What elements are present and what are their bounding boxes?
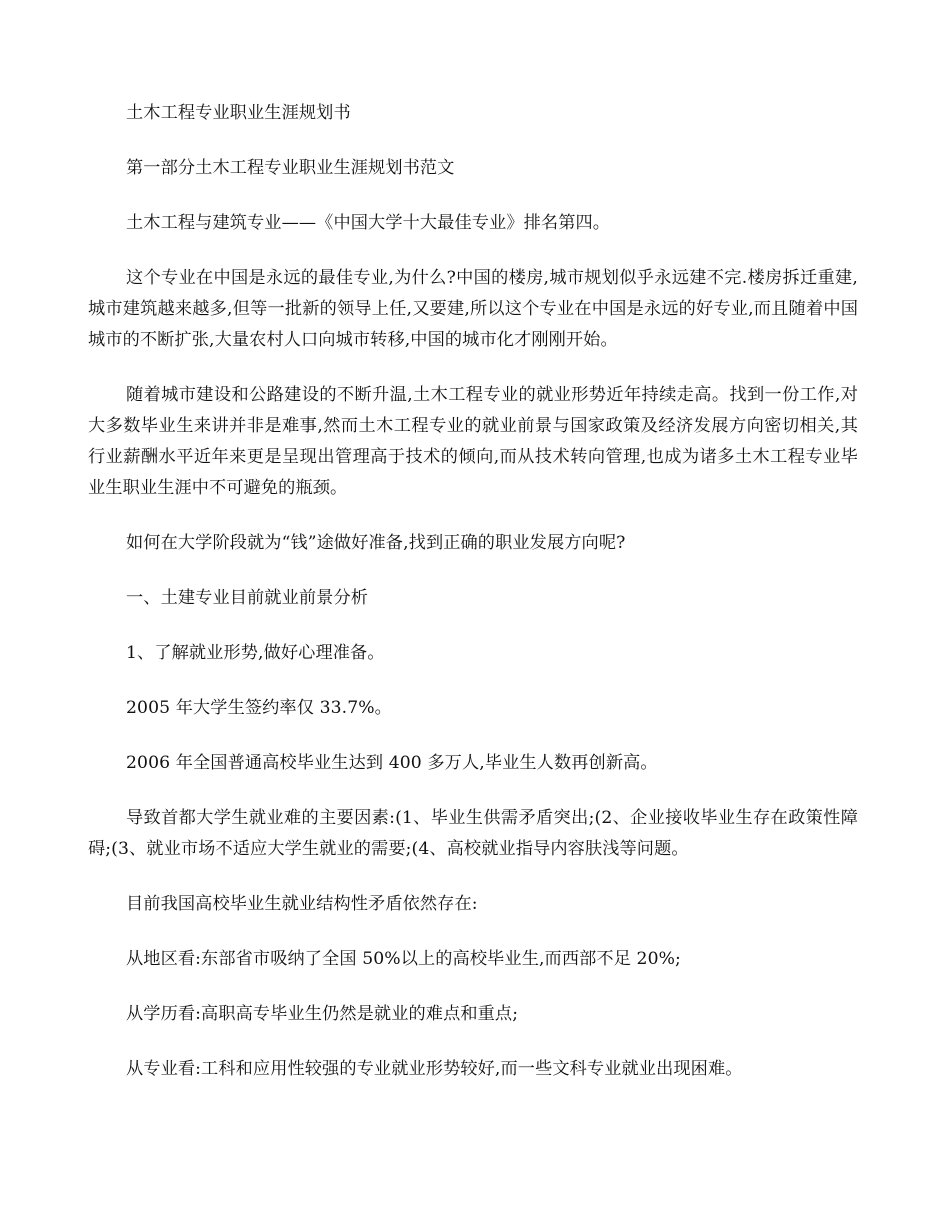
document-title: 土木工程专业职业生涯规划书	[126, 103, 351, 123]
list-item-heading: 1、了解就业形势,做好心理准备。	[126, 643, 385, 663]
paragraph: 土木工程与建筑专业——《中国大学十大最佳专业》排名第四。	[126, 213, 611, 233]
paragraph: 导致首都大学生就业难的主要因素:(1、毕业生供需矛盾突出;(2、企业接收毕业生存在政策性障碍;(3、就业市场不适应大学生就业的需要;(4、高校就业指导内容肤浅等问题。	[88, 808, 858, 859]
paragraph: 从地区看:东部省市吸纳了全国 50%以上的高校毕业生,而西部不足 20%;	[126, 949, 681, 969]
paragraph: 2005 年大学生签约率仅 33.7%。	[126, 698, 392, 718]
subsection-heading: 一、土建专业目前就业前景分析	[126, 588, 369, 608]
paragraph: 从学历看:高职高专毕业生仍然是就业的难点和重点;	[126, 1004, 519, 1024]
paragraph: 从专业看:工科和应用性较强的专业就业形势较好,而一些文科专业就业出现困难。	[126, 1059, 743, 1079]
document-body	[88, 98, 858, 1109]
paragraph: 这个专业在中国是永远的最佳专业,为什么?中国的楼房,城市规划似乎永远建不完.楼房拆迁重建,城市建筑越来越多,但等一批新的领导上任,又要建,所以这个专业在中国是永远的好专业,而且随着中国城市的不断扩张,大量农村人口向城市转移,中国的城市化才刚刚开始。	[88, 268, 858, 350]
paragraph: 随着城市建设和公路建设的不断升温,土木工程专业的就业形势近年持续走高。找到一份工作,对大多数毕业生来讲并非是难事,然而土木工程专业的就业前景与国家政策及经济发展方向密切相关,其行业薪酬水平近年来更是呈现出管理高于技术的倾向,而从技术转向管理,也成为诸多土木工程专业毕业生职业生涯中不可避免的瓶颈。	[88, 385, 858, 498]
paragraph: 2006 年全国普通高校毕业生达到 400 多万人,毕业生人数再创新高。	[126, 753, 658, 773]
paragraph: 如何在大学阶段就为“钱”途做好准备,找到正确的职业发展方向呢?	[126, 533, 626, 553]
paragraph: 目前我国高校毕业生就业结构性矛盾依然存在:	[126, 894, 478, 914]
section-heading: 第一部分土木工程专业职业生涯规划书范文	[126, 158, 455, 178]
